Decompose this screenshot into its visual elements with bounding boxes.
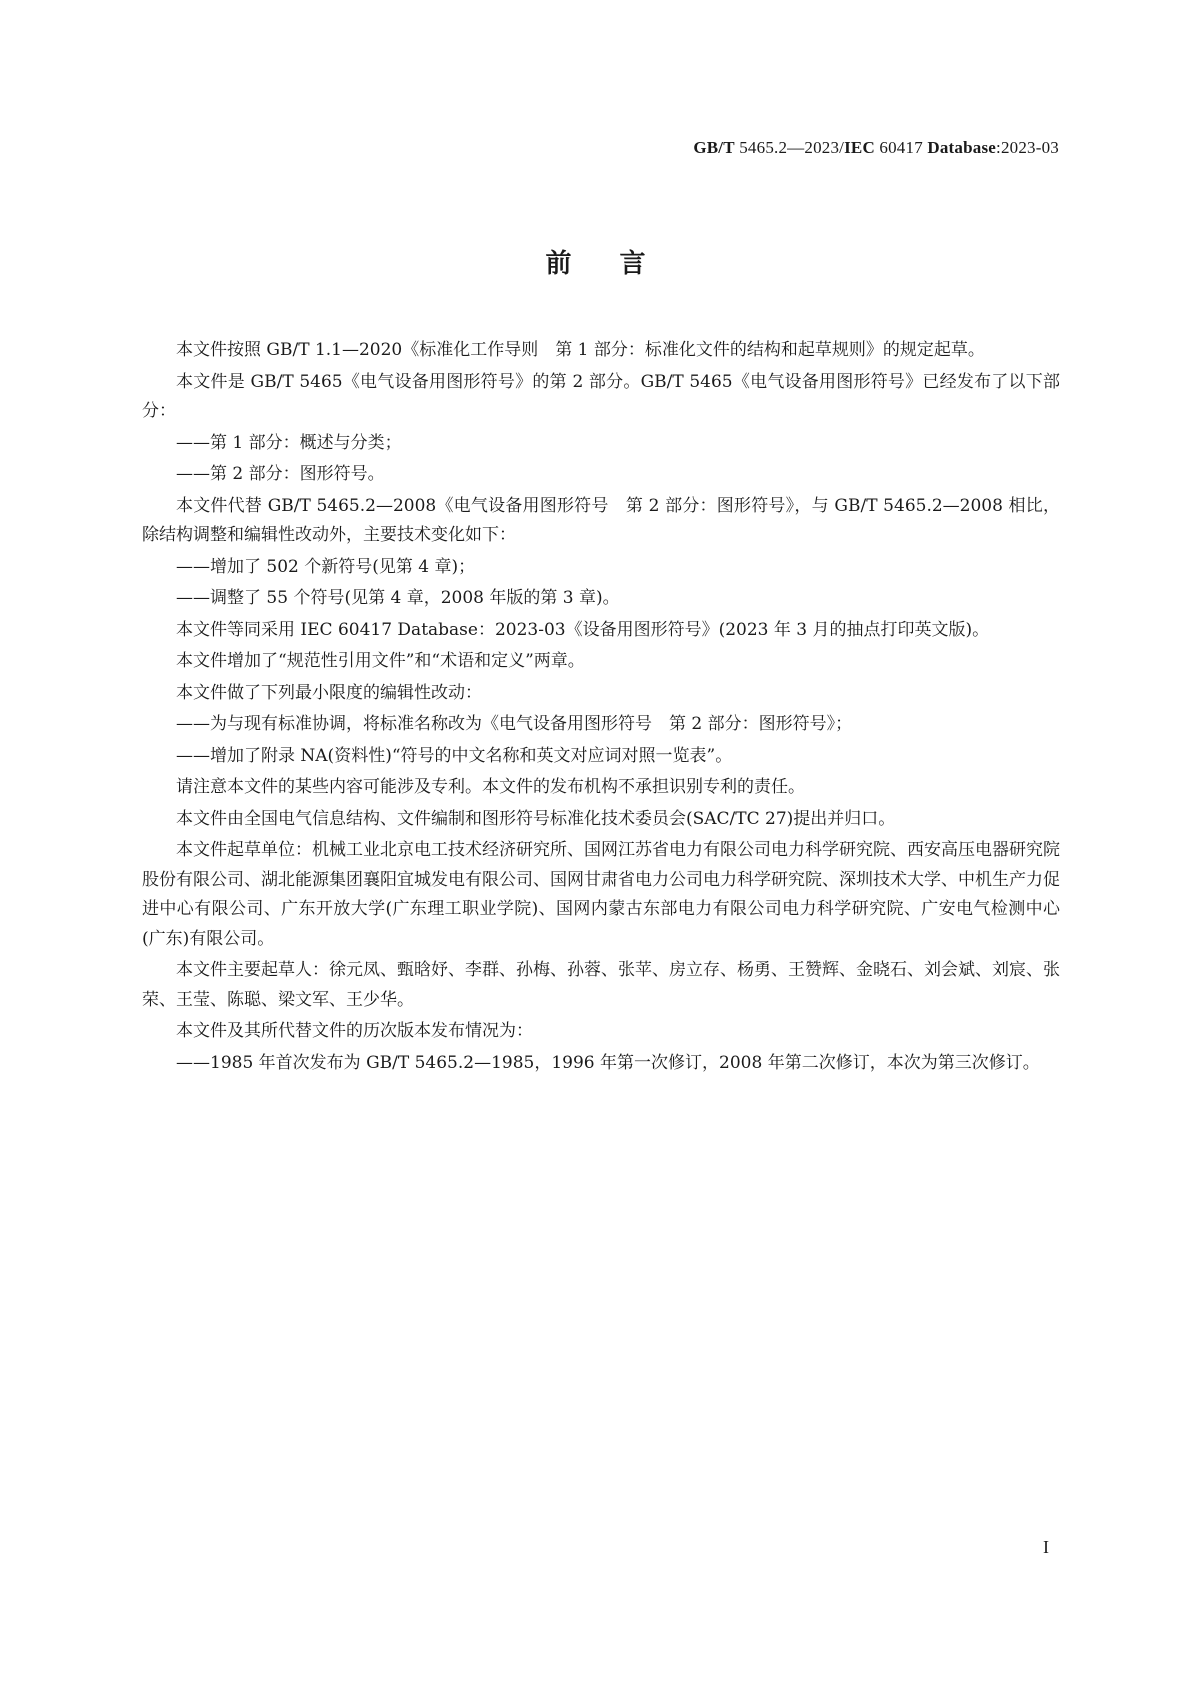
- foreword-body: [142, 336, 1060, 1080]
- paragraph: 本文件是 GB/T 5465《电气设备用图形符号》的第 2 部分。GB/T 5465《电气设备用图形符号》已经发布了以下部分：: [142, 371, 1060, 421]
- header-code-part: 60417: [874, 138, 928, 157]
- paragraph: 请注意本文件的某些内容可能涉及专利。本文件的发布机构不承担识别专利的责任。: [176, 777, 805, 797]
- header-code-part: GB/T: [693, 138, 735, 157]
- list-item: ——调整了 55 个符号(见第 4 章，2008 年版的第 3 章)。: [176, 588, 620, 608]
- list-item: ——为与现有标准协调，将标准名称改为《电气设备用图形符号 第 2 部分：图形符号》；: [176, 714, 853, 734]
- standard-code-header: [693, 138, 1059, 158]
- paragraph: 本文件由全国电气信息结构、文件编制和图形符号标准化技术委员会(SAC/TC 27)提出并归口。: [176, 808, 896, 829]
- paragraph: 本文件增加了“规范性引用文件”和“术语和定义”两章。: [176, 651, 585, 671]
- header-code-part: :2023-03: [996, 138, 1059, 157]
- page-title: 前言: [545, 249, 694, 279]
- header-code-part: Database: [927, 138, 997, 157]
- list-item: ——第 1 部分：概述与分类；: [176, 432, 402, 453]
- list-item: ——增加了 502 个新符号(见第 4 章)；: [176, 556, 476, 577]
- list-item: ——1985 年首次发布为 GB/T 5465.2—1985，1996 年第一次修订，2008 年第二次修订，本次为第三次修订。: [176, 1052, 1040, 1073]
- paragraph: 本文件主要起草人：徐元凤、甄晗妤、李群、孙梅、孙蓉、张苹、房立存、杨勇、王赞辉、金晓石、刘会斌、刘宸、张荣、王莹、陈聪、梁文军、王少华。: [142, 960, 1060, 1010]
- header-code-part: 5465.2—2023/: [734, 138, 845, 157]
- paragraph: 本文件起草单位：机械工业北京电工技术经济研究所、国网江苏省电力有限公司电力科学研究院、西安高压电器研究院股份有限公司、湖北能源集团襄阳宜城发电有限公司、国网甘肃省电力公司电力科学研究院、深圳技术大学、中机生产力促进中心有限公司、广东开放大学(广东理工职业学院)、国网内蒙古东部电力有限公司电力科学研究院、广安电气检测中心(广东)有限公司。: [142, 840, 1060, 949]
- list-item: ——第 2 部分：图形符号。: [176, 464, 385, 484]
- header-code-part: IEC: [844, 138, 875, 157]
- paragraph: 本文件等同采用 IEC 60417 Database：2023-03《设备用图形符号》(2023 年 3 月的抽点打印英文版)。: [176, 619, 990, 640]
- paragraph: 本文件代替 GB/T 5465.2—2008《电气设备用图形符号 第 2 部分：图形符号》，与 GB/T 5465.2—2008 相比，除结构调整和编辑性改动外，主要技术变化如下：: [142, 495, 1060, 545]
- paragraph: 本文件做了下列最小限度的编辑性改动：: [176, 682, 482, 703]
- paragraph: 本文件及其所代替文件的历次版本发布情况为：: [176, 1021, 533, 1041]
- paragraph: 本文件按照 GB/T 1.1—2020《标准化工作导则 第 1 部分：标准化文件的结构和起草规则》的规定起草。: [176, 340, 985, 360]
- list-item: ——增加了附录 NA(资料性)“符号的中文名称和英文对应词对照一览表”。: [176, 745, 733, 766]
- page-number: I: [1043, 1537, 1049, 1557]
